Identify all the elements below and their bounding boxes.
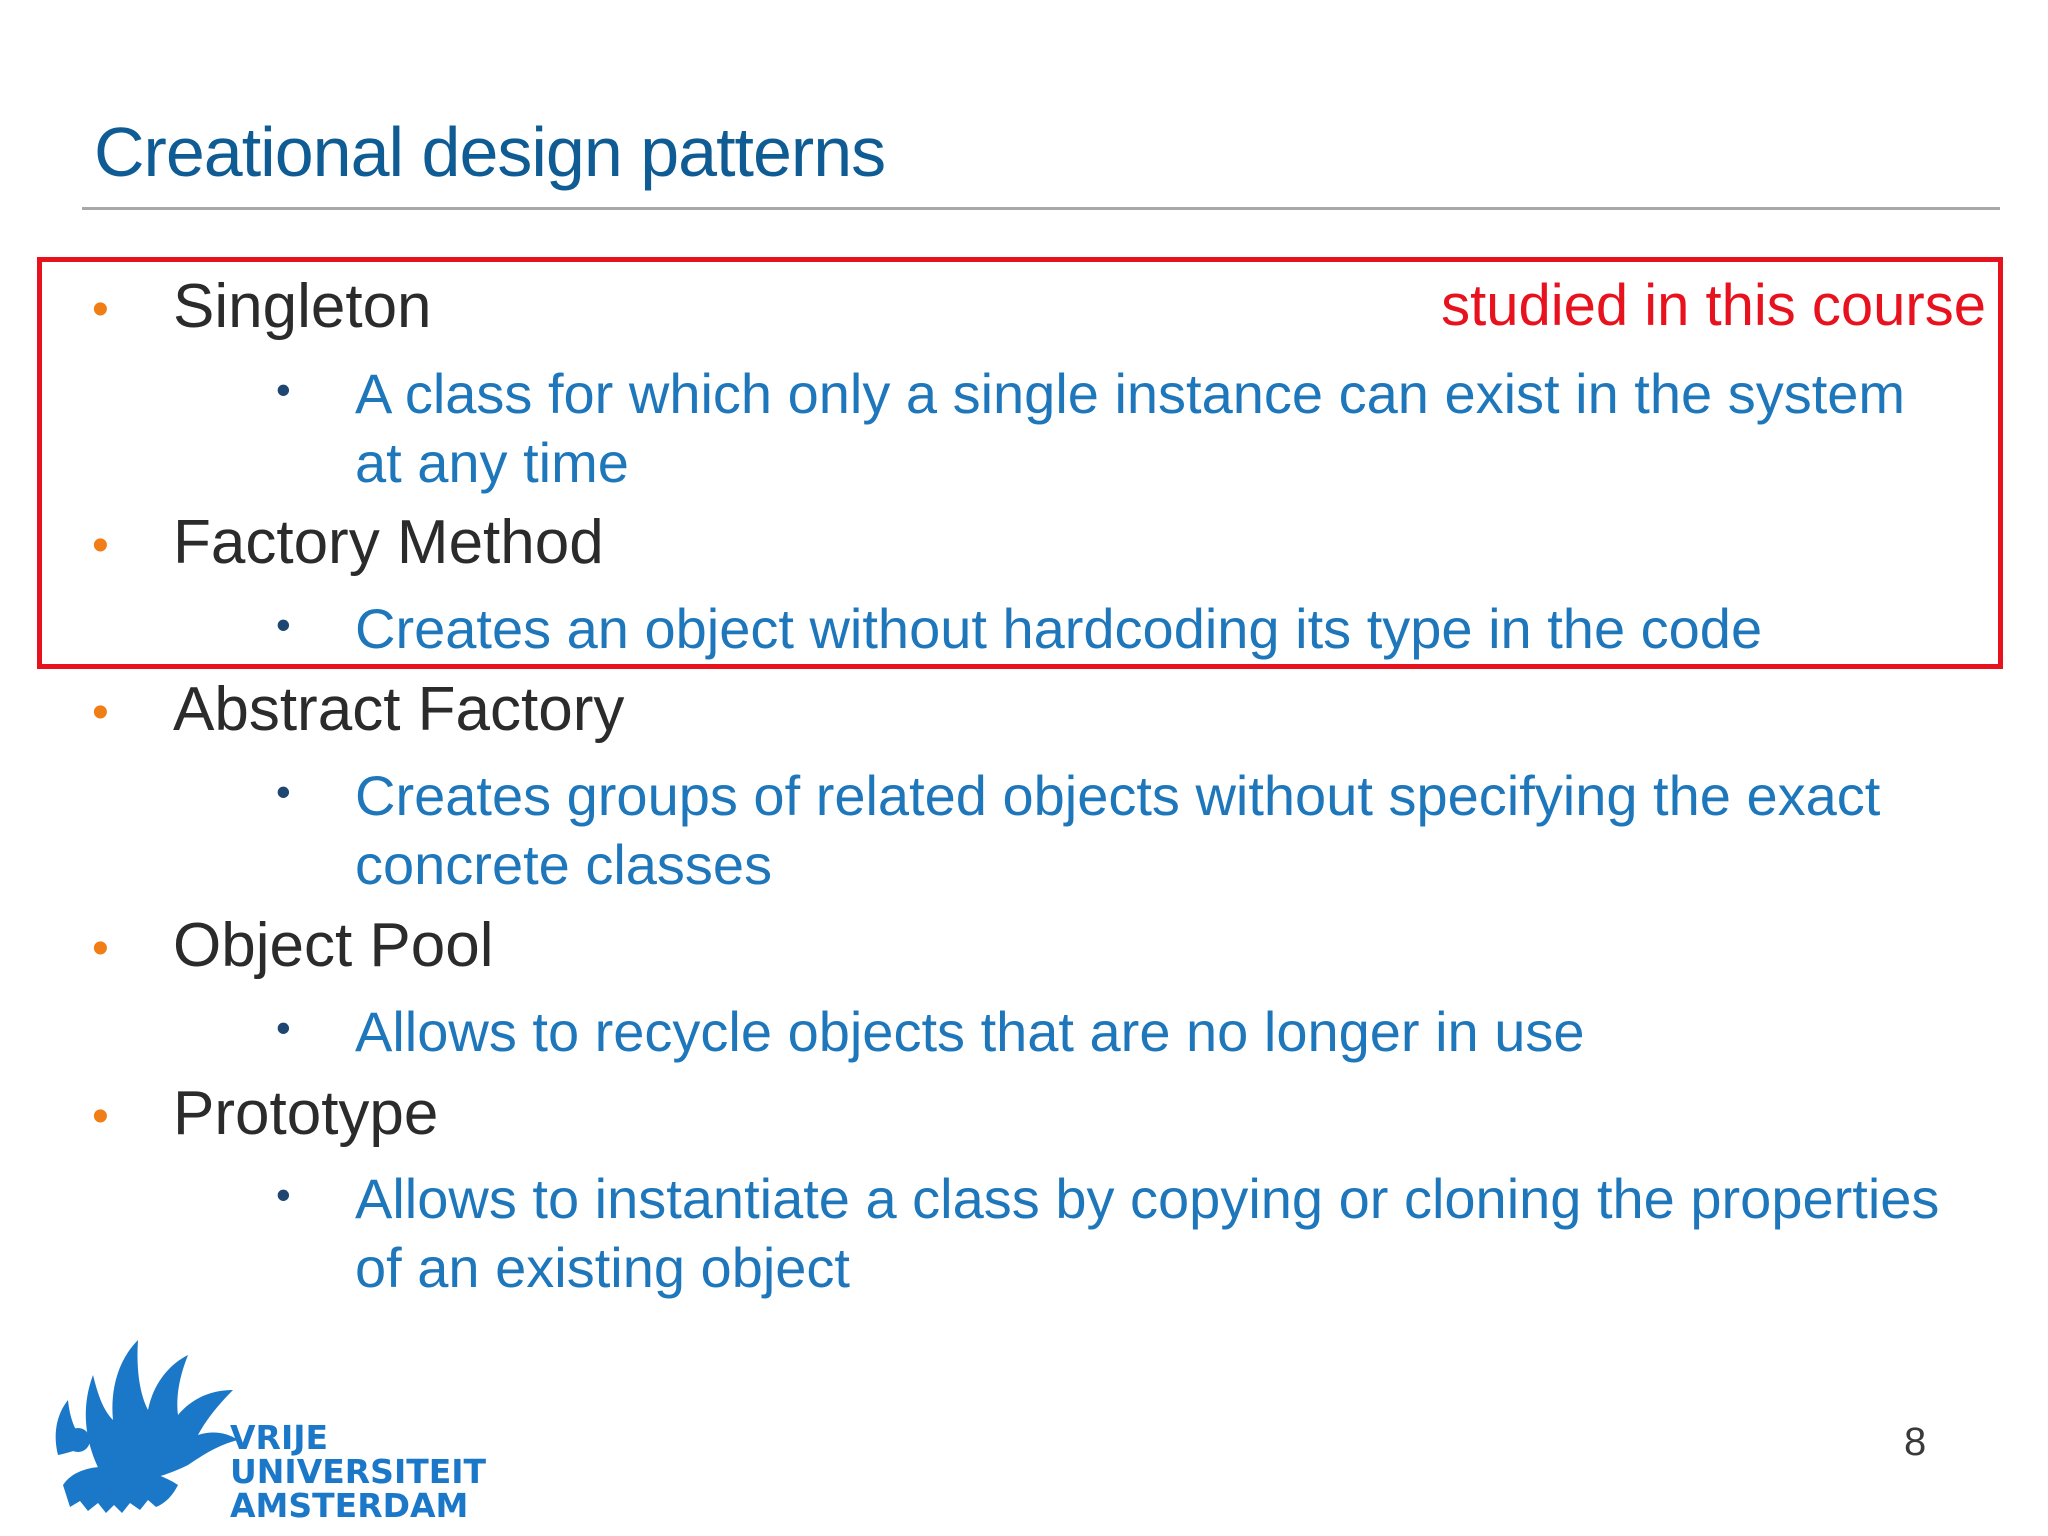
sub-bullet-icon: • [276,1171,291,1218]
sub-bullet-icon: • [276,1004,291,1051]
pattern-description: Creates an object without hardcoding its type in the code [355,597,1763,660]
sub-bullet-icon: • [276,768,291,815]
page-number: 8 [1904,1420,1927,1464]
bullet-icon: • [92,686,109,739]
pattern-title: Factory Method [173,508,604,577]
sub-bullet-icon: • [276,366,291,413]
logo-line: UNIVERSITEIT [230,1452,487,1491]
pattern-description: A class for which only a single instance can exist in the system at any time [355,362,1906,494]
pattern-title: Singleton [173,272,432,341]
university-logo-text [230,1418,487,1525]
pattern-description: Allows to instantiate a class by copying or cloning the properties of an existing object [355,1167,1940,1299]
logo-line: VRIJE [230,1418,329,1457]
pattern-title: Abstract Factory [173,675,625,744]
pattern-title: Object Pool [173,911,494,980]
logo-line: AMSTERDAM [230,1486,469,1525]
griffin-logo-icon [48,1335,238,1515]
pattern-title: Prototype [173,1079,439,1148]
bullet-icon: • [92,283,109,336]
title-divider [82,207,2000,210]
bullet-icon: • [92,519,109,572]
pattern-description: Creates groups of related objects without specifying the exact concrete classes [355,764,1881,896]
bullet-icon: • [92,1090,109,1143]
slide-title: Creational design patterns [94,113,886,191]
bullet-icon: • [92,922,109,975]
sub-bullet-icon: • [276,601,291,648]
highlight-annotation: studied in this course [1441,273,1986,338]
pattern-description: Allows to recycle objects that are no longer in use [355,1000,1585,1063]
